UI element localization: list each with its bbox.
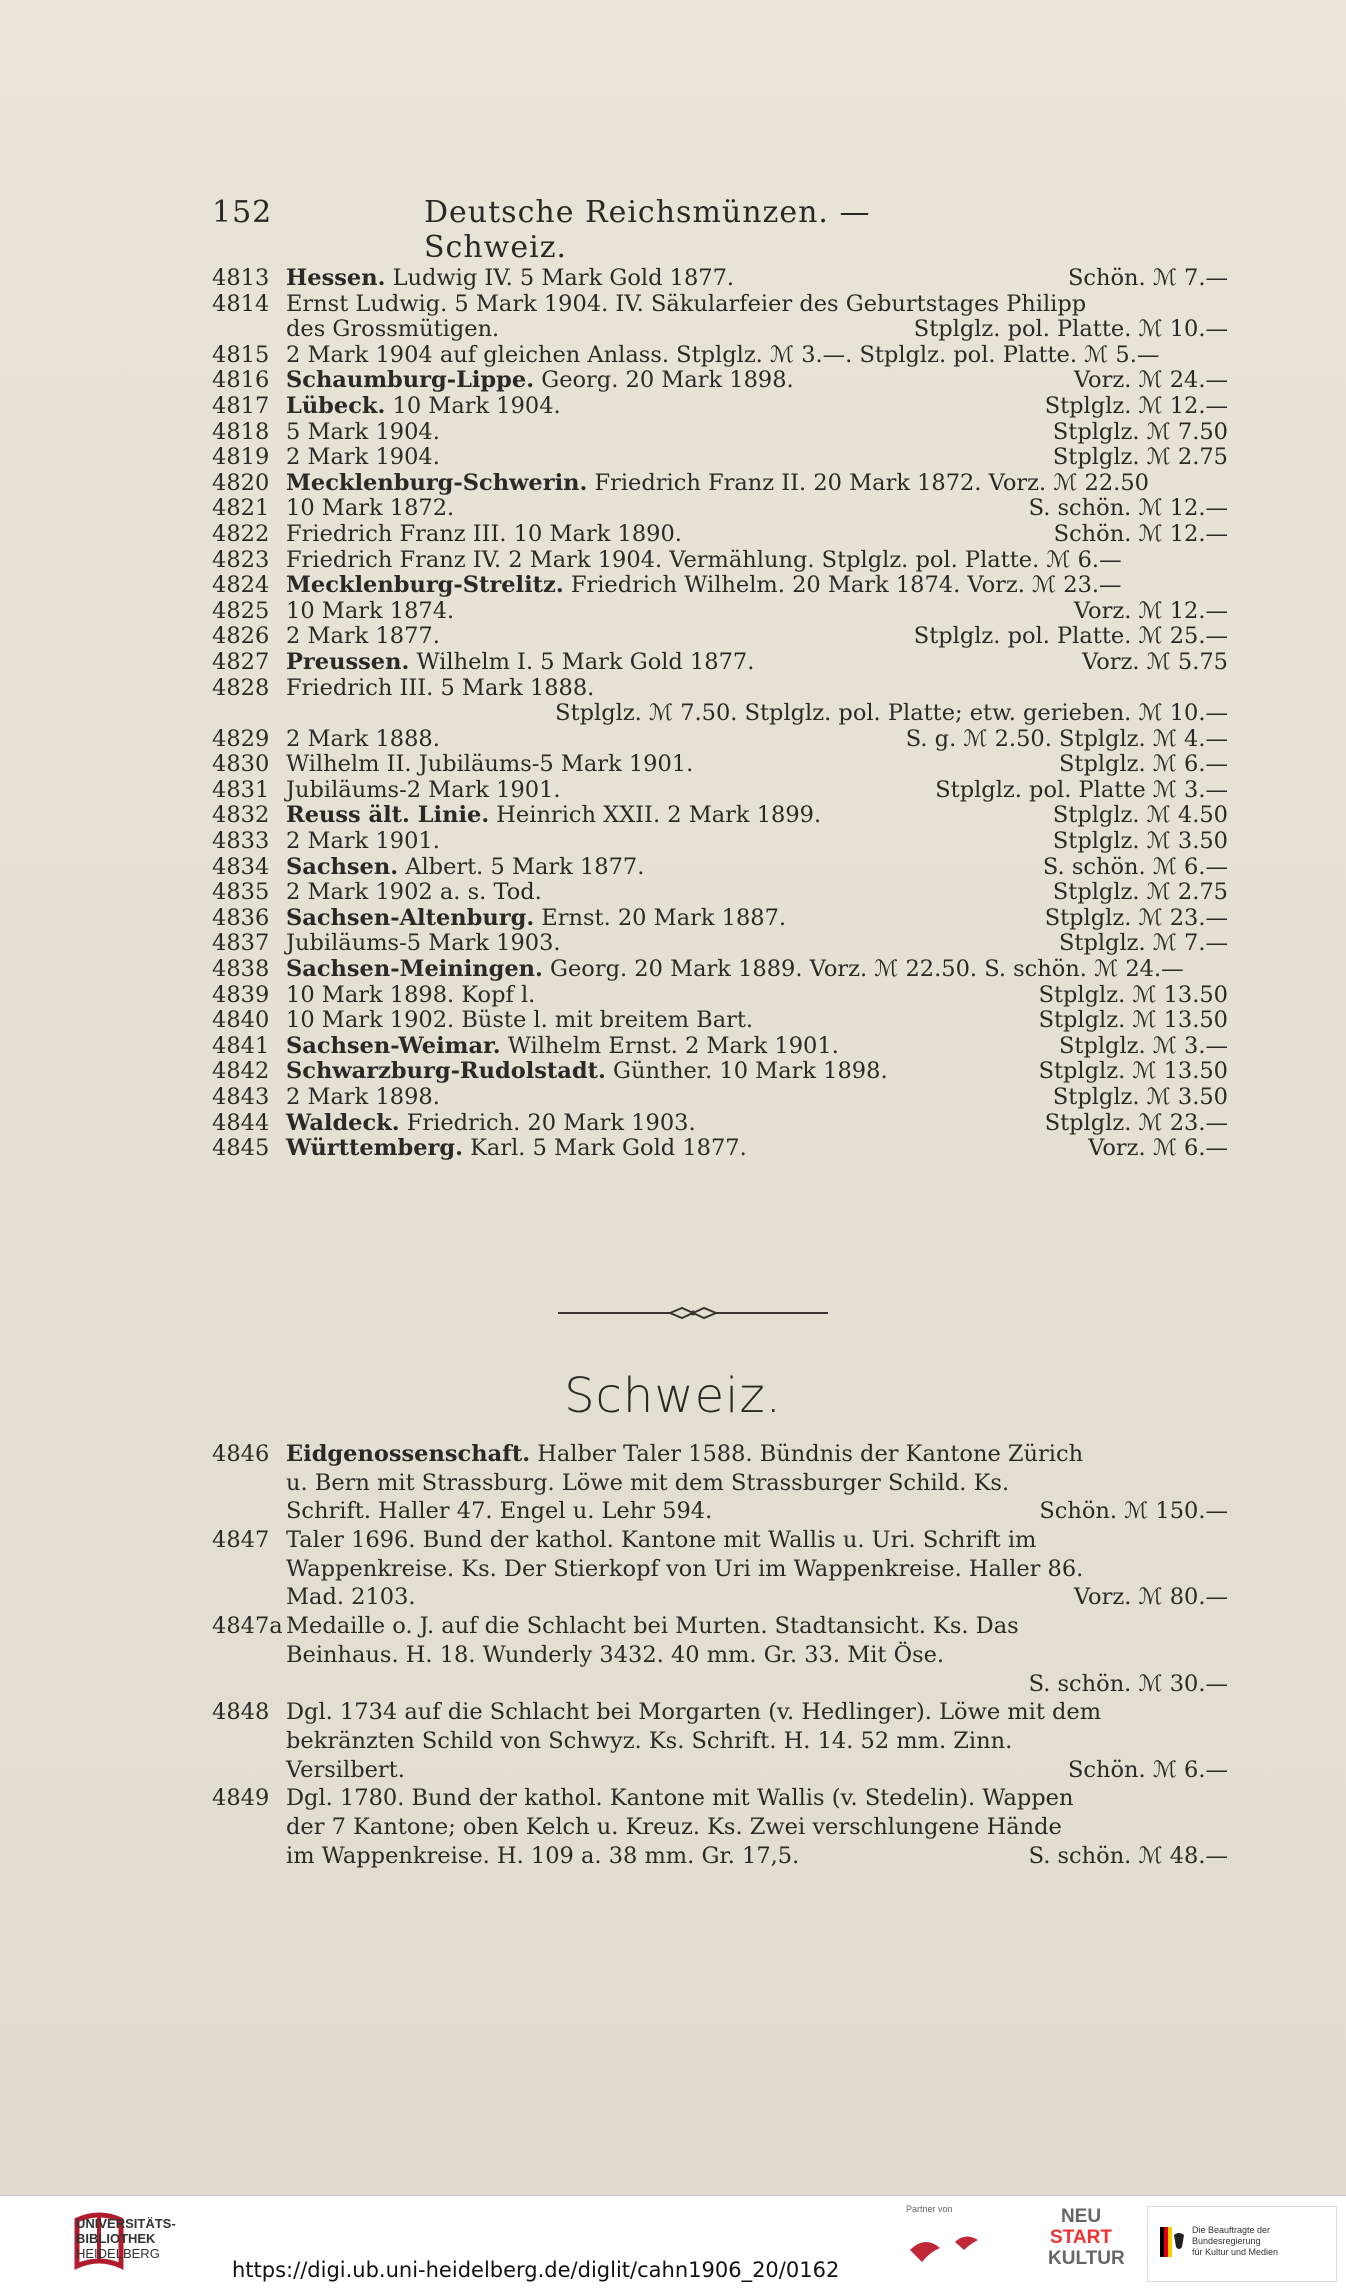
- lot-description: [286, 573, 1228, 599]
- coin-description: Halber Taler 1588. Bündnis der Kantone Zürich: [530, 1441, 1084, 1467]
- catalog-entry-line: [212, 829, 1228, 855]
- catalog-entry-line: [212, 1136, 1228, 1162]
- state-name: Württemberg.: [286, 1135, 463, 1162]
- permalink-url[interactable]: https://digi.ub.uni-heidelberg.de/diglit/cahn1906_20/0162: [232, 2258, 840, 2282]
- lot-price: Stplglz. ℳ 4.50: [1052, 802, 1228, 829]
- lot-price: S. schön. ℳ 48.—: [1028, 1842, 1228, 1869]
- catalog-entry-line: [212, 1555, 1228, 1584]
- lot-number: 4822: [212, 520, 270, 547]
- coin-description: Jubiläums-5 Mark 1903.: [286, 930, 561, 957]
- coin-description: Dgl. 1780. Bund der kathol. Kantone mit Wallis (v. Stedelin). Wappen: [286, 1785, 1074, 1812]
- state-name: Sachsen-Meiningen.: [286, 956, 543, 983]
- coin-description: Günther. 10 Mark 1898.: [605, 1058, 888, 1085]
- catalog-entry-line: [212, 1085, 1228, 1111]
- coin-description: 2 Mark 1901.: [286, 828, 440, 855]
- coin-description: 10 Mark 1872.: [286, 495, 455, 522]
- lot-number: 4845: [212, 1135, 270, 1162]
- viewer-footer: [0, 2195, 1346, 2291]
- lot-price: Stplglz. ℳ 12.—: [1044, 392, 1228, 419]
- section-title: Schweiz.: [564, 1368, 782, 1424]
- catalog-entry-line: [212, 496, 1228, 522]
- coin-description: Jubiläums-2 Mark 1901.: [286, 776, 561, 803]
- lot-price: Vorz. ℳ 6.—: [1088, 1135, 1228, 1162]
- catalog-entry-line: [212, 1842, 1228, 1871]
- page-number: 152: [212, 195, 273, 230]
- catalog-entry-line: [212, 368, 1228, 394]
- lot-price: Vorz. ℳ 24.—: [1073, 367, 1228, 394]
- coin-description: Ludwig IV. 5 Mark Gold 1877.: [385, 265, 735, 291]
- lot-description: [286, 292, 1228, 318]
- catalog-entry-line: [212, 420, 1228, 446]
- catalog-entry-line: [212, 1111, 1228, 1137]
- state-name: Eidgenossenschaft.: [286, 1441, 531, 1467]
- lot-number: 4848: [212, 1699, 270, 1726]
- coin-description: Friedrich Franz IV. 2 Mark 1904. Vermählung. Stplglz. pol. Platte. ℳ 6.—: [286, 546, 1122, 573]
- catalog-entry-line: [212, 676, 1228, 702]
- coin-description: Friedrich Franz II. 20 Mark 1872. Vorz. ℳ 22.50: [587, 469, 1149, 496]
- lot-description: [286, 1612, 1228, 1641]
- coin-description: 2 Mark 1904 auf gleichen Anlass. Stplglz. ℳ 3.—. Stplglz. pol. Platte. ℳ 5.—: [286, 341, 1160, 368]
- lot-description: [286, 1727, 1228, 1756]
- lot-price: Stplglz. ℳ 13.50: [1038, 1058, 1228, 1085]
- lot-price: Stplglz. ℳ 7.50. Stplglz. pol. Platte; etw. gerieben. ℳ 10.—: [555, 700, 1228, 727]
- lot-price: Schön. ℳ 7.—: [1067, 265, 1228, 291]
- catalog-entry-line: [212, 957, 1228, 983]
- lot-number: 4843: [212, 1084, 270, 1110]
- lot-number: 4832: [212, 802, 270, 829]
- lot-number: 4842: [212, 1058, 270, 1085]
- catalog-entry-line: [212, 1440, 1228, 1469]
- lot-number: 4815: [212, 341, 270, 368]
- catalog-entry-line: [212, 1526, 1228, 1555]
- catalog-entry-line: [212, 1469, 1228, 1498]
- catalog-entry-line: [212, 522, 1228, 548]
- lot-number: 4837: [212, 930, 270, 957]
- lot-number: 4847a: [212, 1613, 283, 1640]
- lot-number: 4813: [212, 265, 270, 291]
- state-name: Hessen.: [286, 265, 386, 291]
- lot-price: Stplglz. ℳ 3.—: [1059, 1032, 1228, 1059]
- lot-number: 4818: [212, 418, 270, 445]
- lot-price: Stplglz. ℳ 6.—: [1059, 751, 1228, 778]
- coin-description: Georg. 20 Mark 1898.: [534, 367, 794, 394]
- coin-description: Wilhelm II. Jubiläums-5 Mark 1901.: [286, 751, 694, 778]
- catalog-entry-line: [212, 471, 1228, 497]
- catalog-entry-line: [212, 317, 1228, 343]
- state-name: Preussen.: [286, 648, 410, 675]
- lot-number: 4841: [212, 1032, 270, 1059]
- catalog-entry-line: [212, 292, 1228, 318]
- coin-description: Taler 1696. Bund der kathol. Kantone mit Wallis u. Uri. Schrift im: [286, 1527, 1037, 1554]
- lot-number: 4820: [212, 469, 270, 496]
- coin-description: Friedrich Franz III. 10 Mark 1890.: [286, 520, 682, 547]
- federal-eagle-icon: [1160, 2227, 1184, 2257]
- catalog-entry-line: [212, 1497, 1228, 1526]
- kultur-text: KULTUR: [1048, 2248, 1125, 2269]
- catalog-entry-line: [212, 266, 1228, 292]
- lot-price: Stplglz. ℳ 2.75: [1052, 444, 1228, 471]
- catalog-entry-line: [212, 803, 1228, 829]
- lot-description: [286, 471, 1228, 497]
- lot-number: 4833: [212, 828, 270, 855]
- lot-number: 4816: [212, 367, 270, 394]
- lot-number: 4846: [212, 1441, 270, 1467]
- lot-number: 4830: [212, 751, 270, 778]
- partner-label: Partner von: [906, 2204, 953, 2214]
- lot-price: S. schön. ℳ 12.—: [1028, 495, 1228, 522]
- lot-number: 4831: [212, 776, 270, 803]
- catalog-entry-line: [212, 624, 1228, 650]
- coin-description: Friedrich Wilhelm. 20 Mark 1874. Vorz. ℳ 23.—: [563, 572, 1122, 599]
- catalog-entry-line: [212, 343, 1228, 369]
- lot-number: 4835: [212, 879, 270, 906]
- lot-price: Stplglz. ℳ 23.—: [1044, 1109, 1228, 1136]
- coin-description: im Wappenkreise. H. 109 a. 38 mm. Gr. 17,5.: [286, 1842, 800, 1869]
- state-name: Lübeck.: [286, 392, 386, 419]
- catalog-entry-line: [212, 701, 1228, 727]
- lot-price: Stplglz. ℳ 13.50: [1038, 1007, 1228, 1034]
- coin-description: Friedrich III. 5 Mark 1888.: [286, 674, 595, 701]
- lot-price: Schön. ℳ 150.—: [1039, 1498, 1228, 1525]
- lot-number: 4849: [212, 1785, 270, 1812]
- page-title: Deutsche Reichsmünzen. — Schweiz.: [424, 195, 871, 265]
- lot-description: [286, 1784, 1228, 1813]
- neu-text: NEU: [1060, 2206, 1102, 2227]
- state-name: Mecklenburg-Schwerin.: [286, 469, 588, 496]
- lot-number: 4826: [212, 623, 270, 650]
- lot-price: Stplglz. ℳ 7.—: [1059, 930, 1228, 957]
- lot-description: [286, 1641, 1228, 1670]
- coin-description: u. Bern mit Strassburg. Löwe mit dem Strassburger Schild. Ks.: [286, 1469, 1010, 1496]
- catalog-entry-line: [212, 983, 1228, 1009]
- coin-description: Friedrich. 20 Mark 1903.: [399, 1109, 696, 1136]
- coin-description: 2 Mark 1902 a. s. Tod.: [286, 879, 542, 906]
- lot-price: Stplglz. ℳ 3.50: [1052, 1084, 1228, 1110]
- neustart-kultur-logo[interactable]: [1048, 2206, 1125, 2280]
- state-name: Sachsen-Altenburg.: [286, 904, 535, 931]
- lot-price: Stplglz. pol. Platte ℳ 3.—: [935, 776, 1228, 803]
- catalog-entry-line: [212, 906, 1228, 932]
- catalog-entry-line: [212, 1784, 1228, 1813]
- lot-price: Schön. ℳ 6.—: [1067, 1756, 1228, 1783]
- lot-price: Vorz. ℳ 80.—: [1073, 1584, 1228, 1611]
- state-name: Mecklenburg-Strelitz.: [286, 572, 564, 599]
- catalog-entry-line: [212, 1670, 1228, 1699]
- catalog-entry-line: [212, 931, 1228, 957]
- coin-description: 10 Mark 1898. Kopf l.: [286, 981, 536, 1008]
- coin-description: 2 Mark 1877.: [286, 623, 440, 650]
- coin-description: Dgl. 1734 auf die Schlacht bei Morgarten (v. Hedlinger). Löwe mit dem: [286, 1699, 1102, 1726]
- catalog-entry-line: [212, 855, 1228, 881]
- catalog-entry-line: [212, 1641, 1228, 1670]
- lot-description: [286, 1813, 1228, 1842]
- lot-number: 4847: [212, 1527, 270, 1554]
- lot-number: 4829: [212, 725, 270, 752]
- coin-description: Wappenkreise. Ks. Der Stierkopf von Uri im Wappenkreise. Haller 86.: [286, 1555, 1084, 1582]
- coin-description: Beinhaus. H. 18. Wunderly 3432. 40 mm. Gr. 33. Mit Öse.: [286, 1641, 945, 1668]
- library-name: [76, 2216, 176, 2261]
- catalog-entry-line: [212, 1756, 1228, 1785]
- lot-number: 4828: [212, 674, 270, 701]
- catalog-entry-line: [212, 1698, 1228, 1727]
- catalog-entry-line: [212, 650, 1228, 676]
- lot-price: Stplglz. ℳ 13.50: [1038, 981, 1228, 1008]
- lot-number: 4838: [212, 956, 270, 983]
- bkm-line-1: Die Beauftragte der Bundesregierung: [1192, 2225, 1271, 2246]
- catalog-entry-line: [212, 1727, 1228, 1756]
- lot-price: Stplglz. ℳ 23.—: [1044, 904, 1228, 931]
- lot-description: [286, 1136, 1228, 1162]
- page-header: [212, 195, 1012, 265]
- catalog-entry-line: [212, 394, 1228, 420]
- catalog-entry-line: [212, 1008, 1228, 1034]
- lot-description: [286, 343, 1228, 369]
- coin-description: 5 Mark 1904.: [286, 418, 440, 445]
- lot-number: 4814: [212, 290, 270, 317]
- lot-number: 4836: [212, 904, 270, 931]
- catalog-entry-line: [212, 778, 1228, 804]
- partner-logo-icon[interactable]: [900, 2220, 1020, 2280]
- coin-description: Heinrich XXII. 2 Mark 1899.: [489, 802, 822, 829]
- state-name: Waldeck.: [286, 1109, 400, 1136]
- catalog-list-german: [212, 266, 1228, 1162]
- library-line-1: UNIVERSITÄTS-: [76, 2216, 176, 2231]
- lot-description: [286, 676, 1228, 702]
- lot-number: 4825: [212, 597, 270, 624]
- bkm-line-2: für Kultur und Medien: [1192, 2247, 1279, 2257]
- lot-description: [286, 957, 1228, 983]
- lot-price: Stplglz. pol. Platte. ℳ 10.—: [913, 316, 1228, 343]
- lot-number: 4840: [212, 1007, 270, 1034]
- lot-number: 4827: [212, 648, 270, 675]
- catalog-entry-line: [212, 1034, 1228, 1060]
- coin-description: Albert. 5 Mark 1877.: [398, 853, 645, 880]
- coin-description: 10 Mark 1874.: [286, 597, 455, 624]
- catalog-entry-line: [212, 445, 1228, 471]
- lot-number: 4819: [212, 444, 270, 471]
- start-text: START: [1050, 2227, 1112, 2248]
- catalog-entry-line: [212, 1059, 1228, 1085]
- lot-price: Stplglz. pol. Platte. ℳ 25.—: [913, 623, 1228, 650]
- library-line-2: BIBLIOTHEK: [76, 2231, 156, 2246]
- coin-description: Ernst Ludwig. 5 Mark 1904. IV. Säkularfeier des Geburtstages Philipp: [286, 290, 1087, 317]
- lot-price: Stplglz. ℳ 3.50: [1052, 828, 1228, 855]
- coin-description: 2 Mark 1904.: [286, 444, 440, 471]
- coin-description: 10 Mark 1904.: [385, 392, 561, 419]
- state-name: Sachsen-Weimar.: [286, 1032, 501, 1059]
- coin-description: Georg. 20 Mark 1889. Vorz. ℳ 22.50. S. schön. ℳ 24.—: [542, 956, 1184, 983]
- catalog-entry-line: [212, 1813, 1228, 1842]
- lot-number: 4834: [212, 853, 270, 880]
- coin-description: Wilhelm I. 5 Mark Gold 1877.: [409, 648, 755, 675]
- lot-price: Stplglz. ℳ 2.75: [1052, 879, 1228, 906]
- lot-description: [286, 1555, 1228, 1584]
- lot-price: Stplglz. ℳ 7.50: [1052, 418, 1228, 445]
- library-line-3: HEIDELBERG: [76, 2246, 160, 2261]
- catalog-entry-line: [212, 727, 1228, 753]
- coin-description: 10 Mark 1902. Büste l. mit breitem Bart.: [286, 1007, 754, 1034]
- coin-description: bekränzten Schild von Schwyz. Ks. Schrift. H. 14. 52 mm. Zinn.: [286, 1727, 1013, 1754]
- coin-description: 2 Mark 1898.: [286, 1084, 440, 1110]
- state-name: Reuss ält. Linie.: [286, 802, 490, 829]
- lot-description: [286, 1698, 1228, 1727]
- lot-number: 4824: [212, 572, 270, 599]
- coin-description: Versilbert.: [286, 1756, 405, 1783]
- catalog-list-swiss: [212, 1440, 1228, 1870]
- lot-price: S. schön. ℳ 6.—: [1042, 853, 1228, 880]
- coin-description: Schrift. Haller 47. Engel u. Lehr 594.: [286, 1498, 713, 1525]
- coin-description: Ernst. 20 Mark 1887.: [534, 904, 787, 931]
- lot-number: 4823: [212, 546, 270, 573]
- catalog-entry-line: [212, 1612, 1228, 1641]
- lot-number: 4821: [212, 495, 270, 522]
- state-name: Schaumburg-Lippe.: [286, 367, 535, 394]
- catalog-entry-line: [212, 752, 1228, 778]
- lot-price: S. schön. ℳ 30.—: [1028, 1670, 1228, 1697]
- lot-price: Schön. ℳ 12.—: [1053, 520, 1228, 547]
- ornament-divider: [558, 1305, 828, 1321]
- coin-description: der 7 Kantone; oben Kelch u. Kreuz. Ks. Zwei verschlungene Hände: [286, 1813, 1062, 1840]
- lot-price: Vorz. ℳ 5.75: [1082, 648, 1228, 675]
- coin-description: Medaille o. J. auf die Schlacht bei Murten. Stadtansicht. Ks. Das: [286, 1613, 1019, 1640]
- lot-number: 4839: [212, 981, 270, 1008]
- catalog-entry-line: [212, 880, 1228, 906]
- lot-description: [286, 1469, 1228, 1498]
- catalog-entry-line: [212, 573, 1228, 599]
- state-name: Sachsen.: [286, 853, 399, 880]
- lot-description: [286, 548, 1228, 574]
- coin-description: des Grossmütigen.: [286, 316, 500, 343]
- lot-description: [286, 1526, 1228, 1555]
- catalog-entry-line: [212, 1583, 1228, 1612]
- coin-description: Wilhelm Ernst. 2 Mark 1901.: [500, 1032, 839, 1059]
- state-name: Schwarzburg-Rudolstadt.: [286, 1058, 606, 1085]
- coin-description: 2 Mark 1888.: [286, 725, 440, 752]
- lot-number: 4844: [212, 1109, 270, 1136]
- bkm-logo[interactable]: [1147, 2206, 1337, 2282]
- lot-description: [286, 1440, 1228, 1469]
- lot-number: 4817: [212, 392, 270, 419]
- coin-description: Mad. 2103.: [286, 1584, 416, 1611]
- coin-description: Karl. 5 Mark Gold 1877.: [462, 1135, 747, 1162]
- lot-price: Vorz. ℳ 12.—: [1073, 597, 1228, 624]
- catalog-entry-line: [212, 599, 1228, 625]
- catalog-entry-line: [212, 548, 1228, 574]
- lot-price: S. g. ℳ 2.50. Stplglz. ℳ 4.—: [905, 725, 1228, 752]
